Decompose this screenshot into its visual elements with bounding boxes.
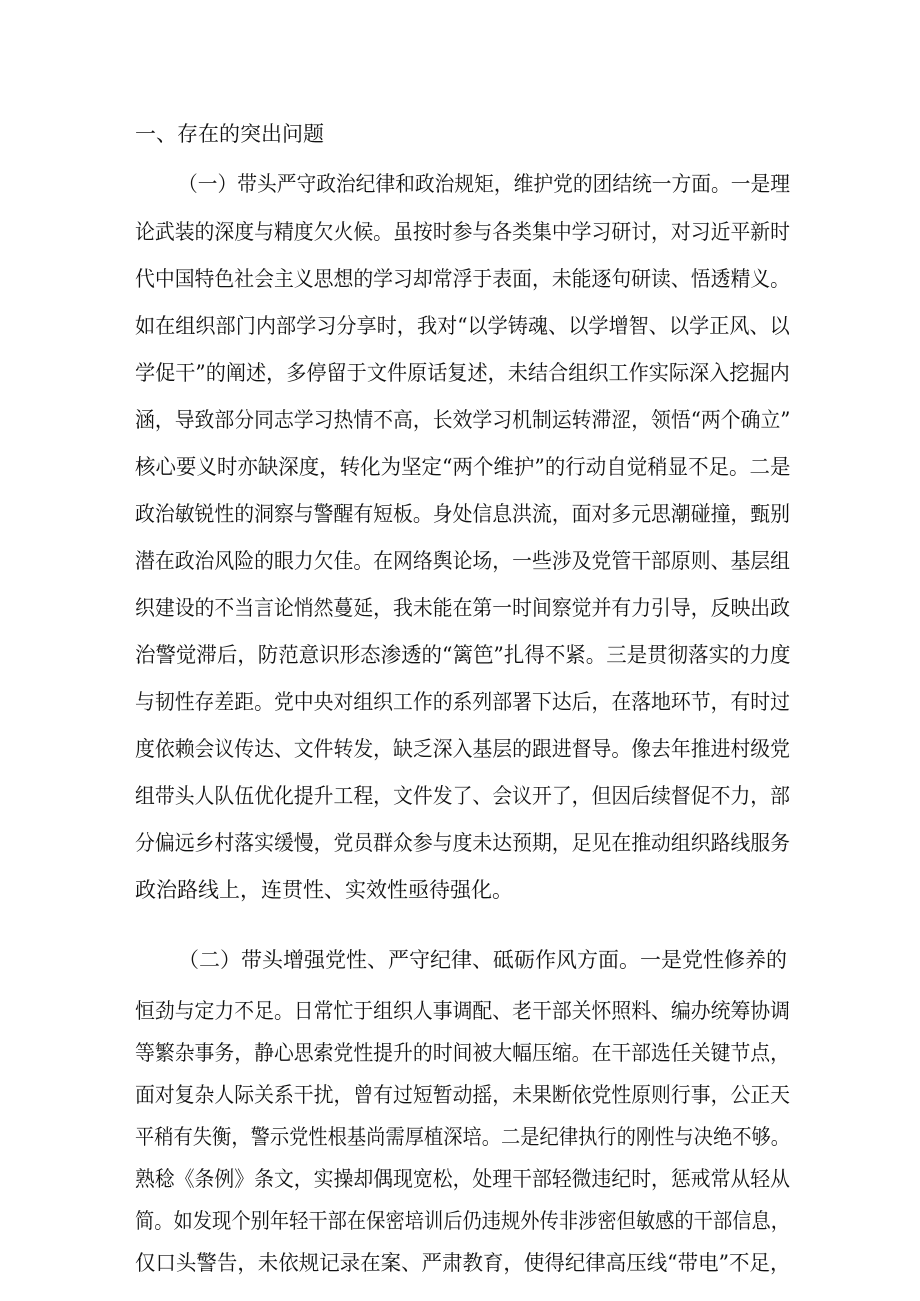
paragraph-line: 组带头人队伍优化提升工程，文件发了、会议开了，但因后续督促不力，部 [135,784,790,808]
paragraph-line: （二）带头增强党性、严守纪律、砥砺作风方面。一是党性修养的 [178,948,787,972]
section-heading: 一、存在的突出问题 [135,122,324,146]
paragraph-line: 熟稔《条例》条文，实操却偶现宽松，处理干部轻微违纪时，惩戒常从轻从 [135,1167,790,1191]
paragraph-line: 论武装的深度与精度欠火候。虽按时参与各类集中学习研讨，对习近平新时 [135,220,790,244]
paragraph-line: 治警觉滞后，防范意识形态渗透的“篱笆”扎得不紧。三是贯彻落实的力度 [135,643,791,667]
paragraph-line: 度依赖会议传达、文件转发，缺乏深入基层的跟进督导。像去年推进村级党 [135,737,790,761]
paragraph-line: 等繁杂事务，静心思索党性提升的时间被大幅压缩。在干部选任关键节点， [135,1041,790,1065]
paragraph-line: 政治敏锐性的洞察与警醒有短板。身处信息洪流，面对多元思潮碰撞，甄别 [135,502,790,526]
paragraph-line: 政治路线上，连贯性、实效性亟待强化。 [135,878,513,902]
paragraph-line: 面对复杂人际关系干扰，曾有过短暂动摇，未果断依党性原则行事，公正天 [135,1083,790,1107]
paragraph-line: 学促干”的阐述，多停留于文件原话复述，未结合组织工作实际深入挖掘内 [135,361,790,385]
paragraph-line: 织建设的不当言论悄然蔓延，我未能在第一时间察觉并有力引导，反映出政 [135,596,790,620]
paragraph-line: 潜在政治风险的眼力欠佳。在网络舆论场，一些涉及党管干部原则、基层组 [135,549,790,573]
paragraph-line: 核心要义时亦缺深度，转化为坚定“两个维护”的行动自觉稍显不足。二是 [135,455,791,479]
paragraph-line: 恒劲与定力不足。日常忙于组织人事调配、老干部关怀照料、编办统筹协调 [135,999,790,1023]
paragraph-line: 分偏远乡村落实缓慢，党员群众参与度未达预期，足见在推动组织路线服务 [135,831,790,855]
paragraph-line: （一）带头严守政治纪律和政治规矩，维护党的团结统一方面。一是理 [178,172,790,196]
paragraph-line: 如在组织部门内部学习分享时，我对“以学铸魂、以学增智、以学正风、以 [135,314,790,338]
paragraph-line: 涵，导致部分同志学习热情不高，长效学习机制运转滞涩，领悟“两个确立” [135,408,791,432]
paragraph-line: 简。如发现个别年轻干部在保密培训后仍违规外传非涉密但敏感的干部信息， [135,1209,790,1233]
paragraph-line: 平稍有失衡，警示党性根基尚需厚植深培。二是纪律执行的刚性与决绝不够。 [135,1125,790,1149]
paragraph-line: 仅口头警告，未依规记录在案、严肃教育，使得纪律高压线“带电”不足， [135,1251,791,1275]
paragraph-line: 代中国特色社会主义思想的学习却常浮于表面，未能逐句研读、悟透精义。 [135,267,790,291]
paragraph-line: 与韧性存差距。党中央对组织工作的系列部署下达后，在落地环节，有时过 [135,690,790,714]
